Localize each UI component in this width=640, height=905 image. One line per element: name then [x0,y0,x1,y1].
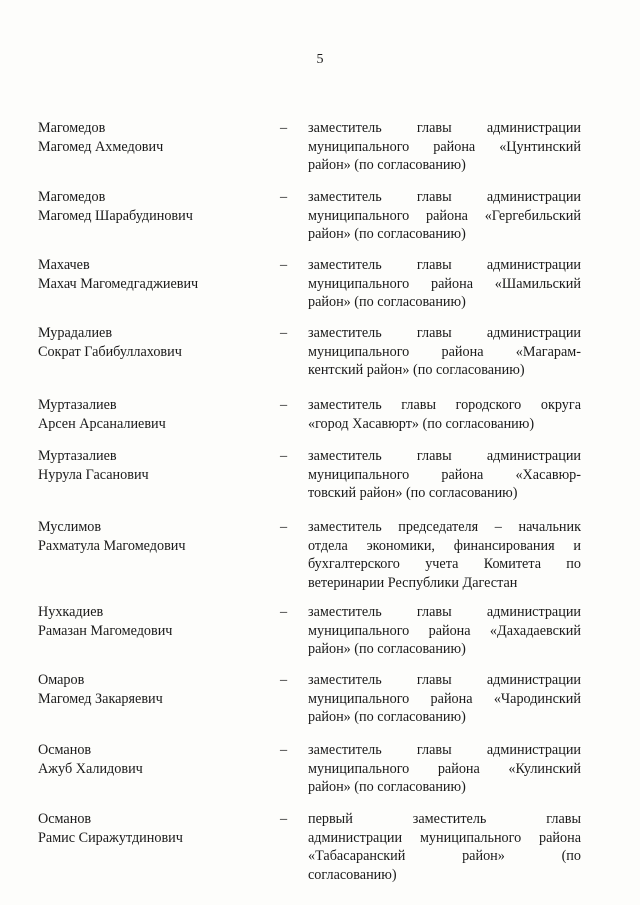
member-given-names: Рамазан Магомедович [38,622,173,639]
member-surname: Махачев [38,257,90,273]
member-position [308,396,581,433]
page-number: 5 [316,52,324,67]
member-name [38,188,268,225]
member-name [38,671,268,708]
member-position [308,447,581,503]
member-given-names: Ажуб Халидович [38,760,143,777]
member-surname: Османов [38,742,92,758]
position-line: район» (по согласованию) [308,294,466,310]
member-name [38,324,268,361]
dash-separator: – [280,189,288,205]
member-position [308,810,581,884]
dash-separator: – [280,448,288,464]
position-line: муниципального района «Хасавюр- [308,466,581,483]
dash-separator: – [280,397,288,413]
position-line: «Табасаранский район» (по [308,848,581,864]
dash-separator: – [280,604,288,620]
member-name [38,119,268,156]
member-surname: Мурадалиев [38,325,113,341]
member-name [38,741,268,778]
member-surname: Магомедов [38,189,106,205]
position-line: муниципального района «Дахадаевский [308,622,581,639]
member-position [308,603,581,659]
member-given-names: Рамис Сиражутдинович [38,829,183,846]
position-line: район» (по согласованию) [308,226,466,242]
member-name [38,447,268,484]
position-line: район» (по согласованию) [308,709,466,725]
member-name [38,256,268,293]
position-line: заместитель главы администрации [308,189,581,205]
member-name [38,518,268,555]
position-line: заместитель главы администрации [308,604,581,620]
position-line: бухгалтерского учета Комитета по [308,556,581,572]
member-given-names: Арсен Арсаналиевич [38,415,166,432]
position-line: район» (по согласованию) [308,157,466,173]
position-line: отдела экономики, финансирования и [308,537,581,554]
dash-separator: – [280,811,288,827]
position-line: кентский район» (по согласованию) [308,362,525,378]
position-line: заместитель главы администрации [308,257,581,273]
member-name [38,396,268,433]
member-surname: Магомедов [38,120,106,136]
member-position [308,324,581,380]
position-line: муниципального района «Кулинский [308,760,581,777]
member-given-names: Махач Магомедгаджиевич [38,275,199,292]
position-line: «город Хасавюрт» (по согласованию) [308,415,535,432]
dash-separator: – [280,742,288,758]
member-surname: Муртазалиев [38,448,117,464]
member-given-names: Магомед Шарабудинович [38,207,193,224]
position-line: район» (по согласованию) [308,641,466,657]
member-surname: Омаров [38,672,85,688]
member-position [308,119,581,175]
member-name [38,810,268,847]
position-line: заместитель главы городского округа [308,397,581,413]
position-line: муниципального района «Цунтинский [308,138,581,155]
member-given-names: Магомед Закаряевич [38,690,163,707]
position-line: заместитель главы администрации [308,448,581,464]
position-line: заместитель главы администрации [308,325,581,341]
position-line: заместитель председателя – начальник [308,519,581,535]
member-position [308,741,581,797]
member-position [308,188,581,244]
position-line: заместитель главы администрации [308,120,581,136]
dash-separator: – [280,257,288,273]
member-surname: Муртазалиев [38,397,117,413]
position-line: муниципального района «Гергебильский [308,207,581,224]
position-line: заместитель главы администрации [308,742,581,758]
member-name [38,603,268,640]
member-surname: Нухкадиев [38,604,104,620]
dash-separator: – [280,519,288,535]
member-given-names: Нурула Гасанович [38,466,149,483]
member-surname: Муслимов [38,519,102,535]
member-given-names: Рахматула Магомедович [38,537,186,554]
member-position [308,518,581,592]
position-line: согласованию) [308,866,397,883]
dash-separator: – [280,672,288,688]
member-surname: Османов [38,811,92,827]
member-given-names: Магомед Ахмедович [38,138,164,155]
dash-separator: – [280,120,288,136]
position-line: заместитель главы администрации [308,672,581,688]
position-line: муниципального района «Шамильский [308,275,581,292]
position-line: муниципального района «Магарам- [308,343,581,360]
position-line: администрации муниципального района [308,829,581,846]
position-line: муниципального района «Чародинский [308,690,581,707]
position-line: район» (по согласованию) [308,779,466,795]
dash-separator: – [280,325,288,341]
member-given-names: Сократ Габибуллахович [38,343,182,360]
position-line: ветеринарии Республики Дагестан [308,574,518,591]
position-line: первый заместитель главы [308,811,581,827]
member-position [308,671,581,727]
member-position [308,256,581,312]
position-line: товский район» (по согласованию) [308,485,518,501]
